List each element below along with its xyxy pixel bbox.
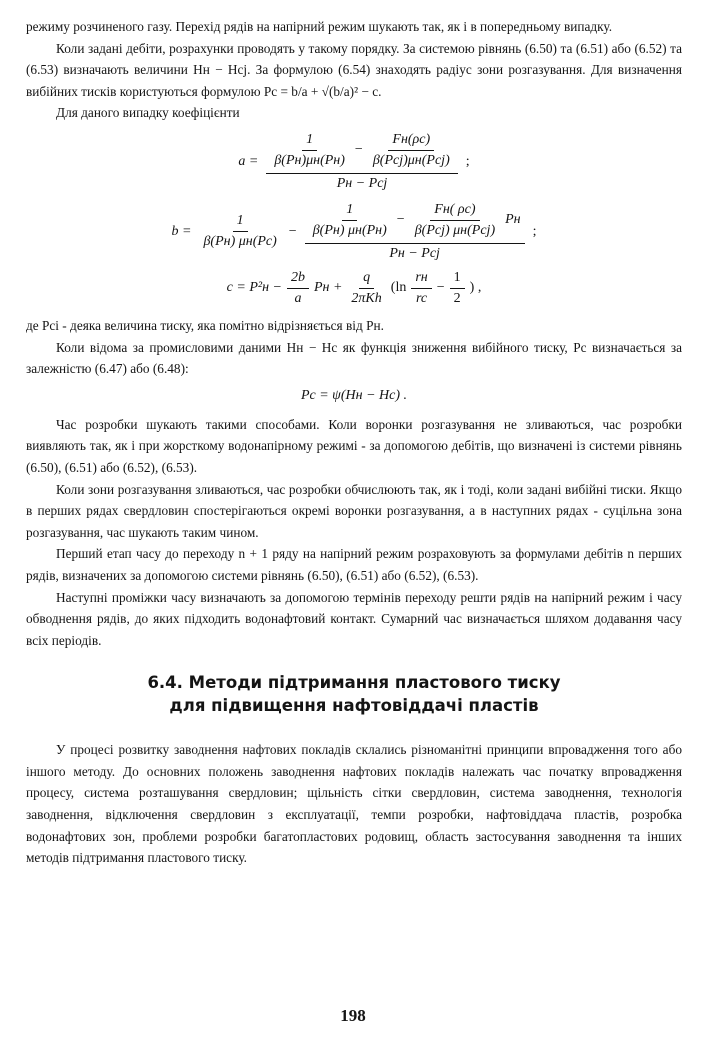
paragraph: Наступні проміжки часу визначають за допомогою термінів переходу решти рядів на напірний режим і часу обводнення рядів, до яких підходить водонафтовий контакт. Сумарний час визначається шляхом додавання часу всіх періодів. — [26, 589, 682, 648]
denominator: β(Pcj)μн(Pcj) — [372, 152, 450, 168]
formula-c — [26, 270, 682, 307]
fraction: $\frac{1}{\beta(Pн) \mu н(Pн)}$ − $\frac{Fн( \rho c)}{\text{β(Pcj) μн(Pcj)}}$ Pн Pн − Pcj — [305, 202, 525, 262]
denominator: Pн − Pcj — [389, 245, 440, 261]
heading-line: для підвищення нафтовіддачі пластів — [169, 696, 539, 716]
formula-b: b = $\frac{1}{\beta(Pн) \mu н(Pc)}$ − $\frac{1}{\beta(Pн) \mu н(Pн)}$ − $\frac{Fн( \rho c)}{\text{β(Pcj) μн(Pcj)}}$ Pн Pн − Pcj ; — [171, 201, 537, 261]
numerator: 1 — [233, 213, 248, 232]
denominator: 2πKh — [351, 290, 382, 306]
numerator: Fн( ρc) — [430, 202, 479, 221]
denominator: β(Pн)μн(Pн) — [274, 152, 345, 168]
heading-line: 6.4. Методи підтримання пластового тиску — [147, 673, 561, 693]
denominator: Pн − Pcj — [336, 175, 388, 191]
multiplier: Pн — [505, 212, 521, 228]
paragraph: У процесі розвитку заводнення нафтових покладів склались різноманітні принципи впровадження того або іншого методу. До основних положень заводнення нафтових покладів належать час початку впровадження процесу, система розташування свердловин; щільність сітки свердловин, система заводнення, технологія заводнення, відключення свердловин з експлуатації, темпи розробки, нафтовіддача пластів, розробка водонафтових зон, проблеми розробки багатопластових родовищ, область застосування заводнення та інших методів підтримання пластового тиску. — [26, 742, 682, 866]
paragraph: Коли зони розгазування зливаються, час розробки обчислюють так, як і тоді, коли задані вибійні тиски. Якщо в перших рядах свердловин спостерігаються окремі воронки розгазування, а в наступних рядах - суцільна зона розгазування, час шукають таким чином. — [26, 481, 682, 540]
numerator: 2b — [287, 270, 309, 289]
paragraph: де Pci - деяка величина тиску, яка помітно відрізняється від Pн. — [26, 317, 384, 333]
numerator: 1 — [302, 132, 317, 151]
formula-lhs: a = — [238, 153, 259, 169]
denominator: β(Pн) μн(Pc) — [203, 234, 277, 250]
paragraph: Для даного випадку коефіцієнти — [56, 105, 240, 121]
page-number: 198 — [340, 1006, 366, 1025]
numerator: 1 — [450, 270, 465, 289]
denominator: β(Pcj) μн(Pcj) — [414, 222, 496, 238]
fraction: $\frac{1}{\beta(Pн)\mu н(Pн)}$ − $\frac{Fн(\rho c)}{\text{β(Pcj)μн(Pcj)}}$ Pн − Pcj — [266, 132, 457, 192]
formula-term: ) , — [469, 280, 482, 296]
denominator: rc — [415, 290, 428, 306]
formula-term: (ln — [390, 280, 407, 296]
denominator: 2 — [453, 290, 461, 306]
formula-lhs: b = — [171, 223, 192, 239]
section-heading — [26, 671, 682, 717]
denominator: β(Pн) μн(Pн) — [312, 222, 387, 238]
paragraph: Перший етап часу до переходу n + 1 ряду на напірний режим розраховують за формулами дебітів n перших рядів, визначених за допомогою системи рівнянь (6.50), (6.51) або (6.52), (6.53). — [26, 546, 682, 583]
paragraph: Коли відома за промисловими даними Hн − Hс як функція зниження вибійного тиску, Pc визначається за залежністю (6.47) або (6.48): — [26, 339, 682, 377]
numerator: 1 — [342, 202, 357, 221]
fraction — [199, 213, 280, 250]
formula-pc: Pc = ψ(Hн − Hc) . — [300, 387, 408, 403]
formula-term: c = P²н − — [226, 280, 282, 296]
paragraph: Коли задані дебіти, розрахунки проводять у такому порядку. За системою рівнянь (6.50) та (6.51) або (6.52) та (6.53) визначають величини Hн − Hcj. За формулою (6.54) знаходять радіус зони розгазування. Для визначення вибійних тисків користуються формулою Pc = b/a + √(b/a)² − c. — [26, 40, 682, 99]
formula-a: a = $\frac{1}{\beta(Pн)\mu н(Pн)}$ − $\frac{Fн(\rho c)}{\text{β(Pcj)μн(Pcj)}}$ Pн − Pcj ; — [238, 131, 470, 191]
numerator: rн — [411, 270, 431, 289]
formula-term: − — [436, 280, 445, 296]
paragraph: режиму розчиненого газу. Перехід рядів на напірний режим шукають так, як і в попередньому випадку. — [26, 19, 613, 34]
formula-term: Pн + — [313, 280, 343, 296]
numerator: q — [359, 270, 374, 289]
paragraph: Час розробки шукають такими способами. Коли воронки розгазування не зливаються, час розробки виявляють так, як і при жорсткому водонапірному режимі - за допомогою дебітів, що визначені із системи рівнянь (6.50), (6.51) або (6.52), (6.53). — [26, 416, 682, 475]
numerator: Fн(ρc) — [388, 132, 434, 151]
denominator: a — [294, 290, 302, 306]
